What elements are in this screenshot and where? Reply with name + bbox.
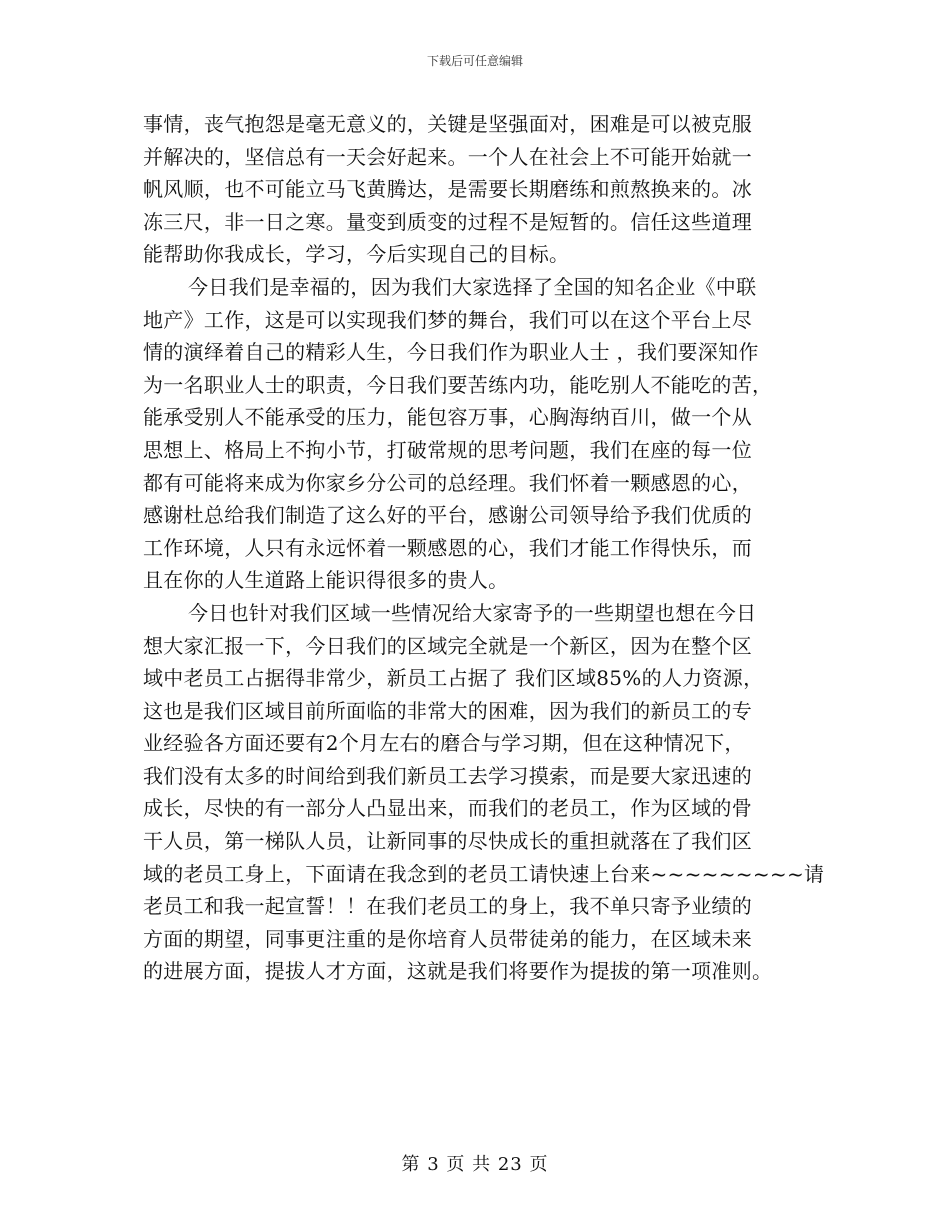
document-body (143, 108, 825, 988)
text-line: 老员工和我一起宣誓！！在我们老员工的身上，我不单只寄予业绩的 (143, 894, 752, 919)
text-line: 方面的期望，同事更注重的是你培育人员带徒弟的能力，在区域未来 (143, 926, 752, 951)
text-line: 感谢杜总给我们制造了这么好的平台，感谢公司领导给予我们优质的 (143, 503, 752, 528)
text-line: 能承受别人不能承受的压力，能包容万事，心胸海纳百川，做一个从 (143, 405, 752, 430)
text-line: 冻三尺，非一日之寒。量变到质变的过程不是短暂的。信任这些道理 (143, 209, 752, 234)
paragraph-3 (143, 597, 825, 988)
text-line: 工作环境，人只有永远怀着一颗感恩的心，我们才能工作得快乐，而 (143, 535, 752, 560)
text-line: 的进展方面，提拔人才方面，这就是我们将要作为提拔的第一项准则。 (143, 959, 773, 984)
page-header: 下载后可任意编辑 (426, 54, 523, 68)
text-line: 且在你的人生道路上能识得很多的贵人。 (143, 568, 509, 593)
paragraph-1 (143, 108, 809, 271)
text-line: 域的老员工身上，下面请在我念到的老员工请快速上台来~~~~~~~~~请 (143, 861, 825, 886)
text-line: 为一名职业人士的职责，今日我们要苦练内功，能吃别人不能吃的苦， (143, 372, 773, 397)
text-line: 事情，丧气抱怨是毫无意义的，关键是坚强面对，困难是可以被克服 (143, 112, 752, 136)
text-line: 今日我们是幸福的，因为我们大家选择了全国的知名企业《中联 (188, 274, 757, 299)
paragraph-2 (143, 271, 809, 597)
text-line: 并解决的，坚信总有一天会好起来。一个人在社会上不可能开始就一 (143, 144, 752, 169)
text-line: 干人员，第一梯队人员，让新同事的尽快成长的重担就落在了我们区 (143, 829, 752, 854)
text-line: 地产》工作，这是可以实现我们梦的舞台，我们可以在这个平台上尽 (143, 307, 752, 332)
text-line: 思想上、格局上不拘小节，打破常规的思考问题，我们在座的每一位 (143, 437, 752, 462)
page-number-footer: 第 3 页 共 23 页 (401, 1154, 549, 1175)
text-line: 想大家汇报一下，今日我们的区域完全就是一个新区，因为在整个区 (143, 633, 752, 658)
text-line: 这也是我们区域目前所面临的非常大的困难，因为我们的新员工的专 (143, 698, 752, 723)
text-line: 帆风顺，也不可能立马飞黄腾达，是需要长期磨练和煎熬换来的。冰 (143, 177, 752, 202)
text-line: 情的演绎着自己的精彩人生，今日我们作为职业人士 ，我们要深知作 (143, 340, 759, 365)
text-line: 能帮助你我成长，学习，今后实现自己的目标。 (143, 242, 570, 267)
text-line: 业经验各方面还要有2个月左右的磨合与学习期，但在这种情况下， (143, 731, 745, 756)
text-line: 域中老员工占据得非常少，新员工占据了 我们区域85%的人力资源， (143, 666, 764, 691)
text-line: 今日也针对我们区域一些情况给大家寄予的一些期望也想在今日 (188, 600, 757, 625)
text-line: 我们没有太多的时间给到我们新员工去学习摸索，而是要大家迅速的 (143, 763, 752, 788)
text-line: 都有可能将来成为你家乡分公司的总经理。我们怀着一颗感恩的心， (143, 470, 752, 495)
text-line: 成长，尽快的有一部分人凸显出来，而我们的老员工，作为区域的骨 (143, 796, 752, 821)
